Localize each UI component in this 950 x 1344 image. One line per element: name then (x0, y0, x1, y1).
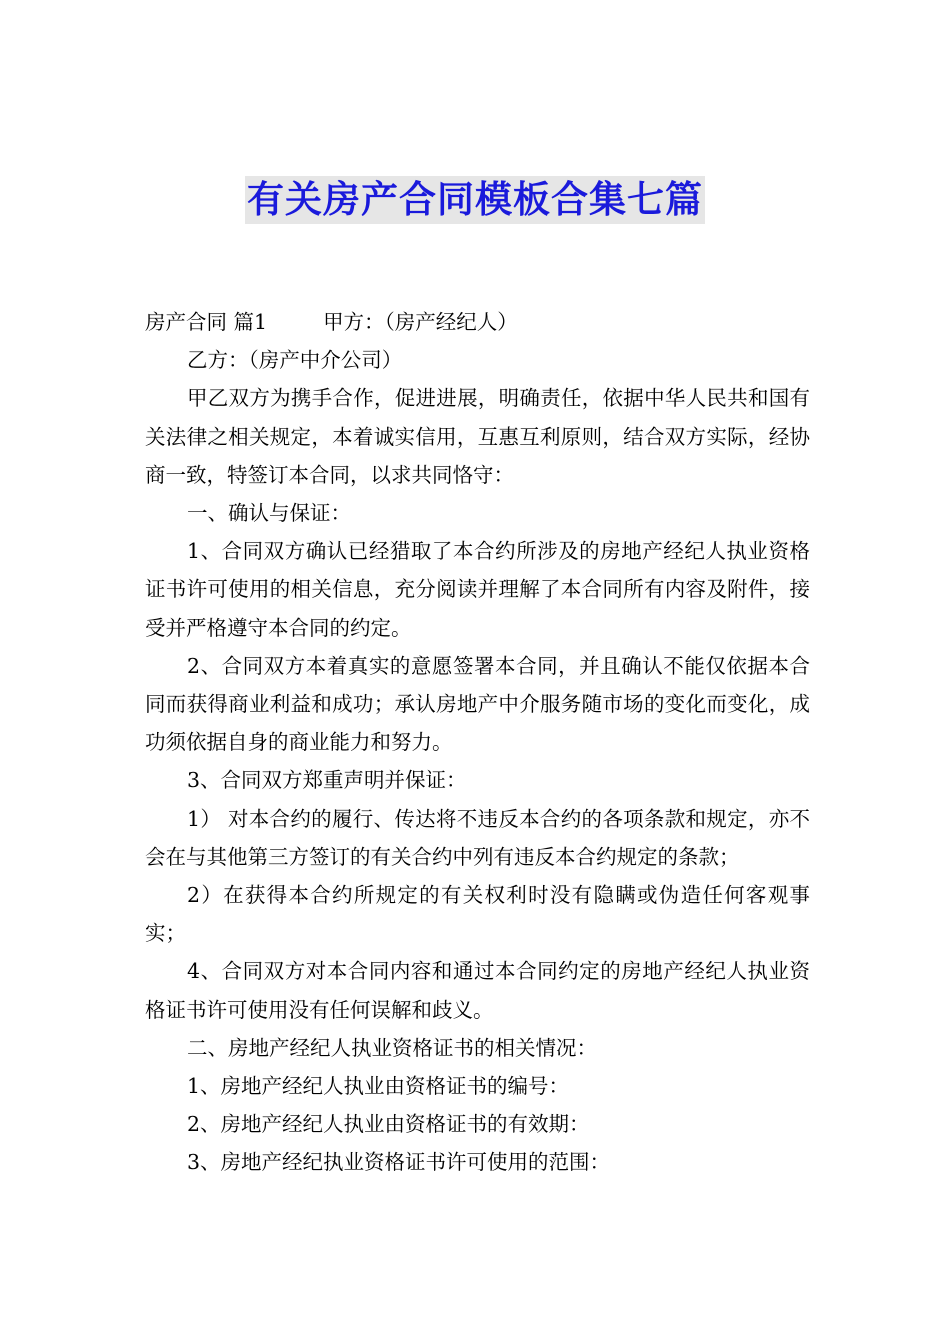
clause-3: 3、合同双方郑重声明并保证： (187, 768, 467, 793)
clause-4: 4、合同双方对本合同内容和通过本合同约定的房地产经纪人执业资格证书许可使用没有任何误解和歧义。 (145, 959, 810, 1022)
section-one-heading: 一、确认与保证： (187, 501, 351, 526)
section-two-heading: 二、房地产经纪人执业资格证书的相关情况： (187, 1035, 597, 1060)
clause-3-item-1: 1） 对本合约的履行、传达将不违反本合约的各项条款和规定，亦不会在与其他第三方签订的有关合约中列有违反本合约规定的条款； (145, 806, 810, 869)
certificate-validity: 2、房地产经纪人执业由资格证书的有效期： (187, 1112, 590, 1137)
document-body (145, 303, 810, 1182)
first-line (145, 303, 810, 341)
title-wrap (0, 176, 950, 224)
party-b: 乙方：（房产中介公司） (187, 348, 403, 373)
clause-2: 2、合同双方本着真实的意愿签署本合同，并且确认不能仅依据本合同而获得商业利益和成功；承认房地产中介服务随市场的变化而变化，成功须依据自身的商业能力和努力。 (145, 653, 810, 755)
section-heading: 房产合同 篇1 (145, 310, 268, 334)
certificate-scope: 3、房地产经纪执业资格证书许可使用的范围： (187, 1150, 611, 1175)
party-a: 甲方：（房产经纪人） (323, 310, 518, 334)
certificate-number: 1、房地产经纪人执业由资格证书的编号： (187, 1074, 570, 1099)
document-title: 有关房产合同模板合集七篇 (245, 176, 705, 224)
clause-3-item-2: 2）在获得本合约所规定的有关权利时没有隐瞒或伪造任何客观事实； (145, 883, 810, 946)
clause-1: 1、合同双方确认已经猎取了本合约所涉及的房地产经纪人执业资格证书许可使用的相关信息，充分阅读并理解了本合同所有内容及附件，接受并严格遵守本合同的约定。 (145, 539, 810, 640)
preamble-paragraph: 甲乙双方为携手合作，促进进展，明确责任，依据中华人民共和国有关法律之相关规定，本着诚实信用，互惠互利原则，结合双方实际，经协商一致，特签订本合同，以求共同恪守： (145, 386, 810, 487)
